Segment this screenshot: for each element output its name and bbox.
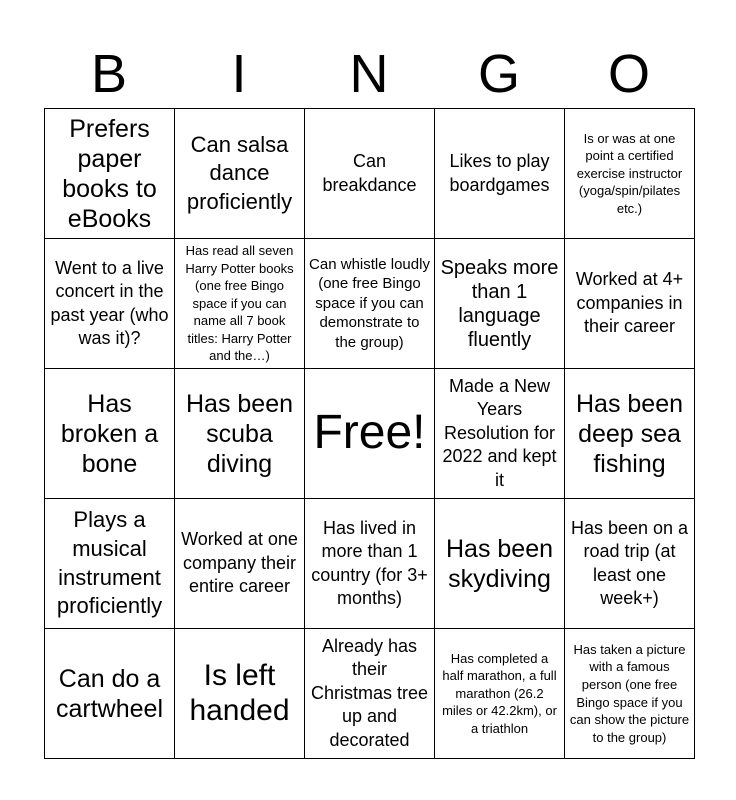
bingo-header	[44, 40, 694, 108]
bingo-cell[interactable]: Worked at 4+ companies in their career	[565, 239, 695, 369]
bingo-cell[interactable]: Already has their Christmas tree up and decorated	[305, 629, 435, 759]
bingo-cell[interactable]: Can breakdance	[305, 109, 435, 239]
bingo-cell[interactable]: Is or was at one point a certified exercise instructor (yoga/spin/pilates etc.)	[565, 109, 695, 239]
bingo-cell[interactable]: Can whistle loudly (one free Bingo space if you can demonstrate to the group)	[305, 239, 435, 369]
header-letter-n: N	[349, 44, 389, 104]
bingo-cell[interactable]: Has been on a road trip (at least one week+)	[565, 499, 695, 629]
bingo-cell[interactable]: Speaks more than 1 language fluently	[435, 239, 565, 369]
grid-row	[45, 109, 695, 239]
header-letter-b: B	[90, 44, 128, 104]
bingo-cell[interactable]: Went to a live concert in the past year (who was it)?	[45, 239, 175, 369]
header-letter-g: G	[477, 44, 520, 104]
bingo-cell[interactable]: Prefers paper books to eBooks	[45, 109, 175, 239]
bingo-cell[interactable]: Is left handed	[175, 629, 305, 759]
bingo-cell[interactable]: Has broken a bone	[45, 369, 175, 499]
free-space-cell[interactable]: Free!	[305, 369, 435, 499]
bingo-cell[interactable]: Has read all seven Harry Potter books (one free Bingo space if you can name all 7 book titles: Harry Potter and the…)	[175, 239, 305, 369]
grid-row	[45, 499, 695, 629]
grid-row	[45, 629, 695, 759]
grid-row	[45, 369, 695, 499]
bingo-cell[interactable]: Has been scuba diving	[175, 369, 305, 499]
bingo-cell[interactable]: Likes to play boardgames	[435, 109, 565, 239]
bingo-grid	[44, 108, 695, 759]
bingo-cell[interactable]: Made a New Years Resolution for 2022 and kept it	[435, 369, 565, 499]
bingo-cell[interactable]: Worked at one company their entire career	[175, 499, 305, 629]
bingo-cell[interactable]: Has been deep sea fishing	[565, 369, 695, 499]
bingo-cell[interactable]: Has been skydiving	[435, 499, 565, 629]
header-letter-i: I	[231, 44, 247, 104]
bingo-cell[interactable]: Can salsa dance proficiently	[175, 109, 305, 239]
bingo-cell[interactable]: Plays a musical instrument proficiently	[45, 499, 175, 629]
grid-row	[45, 239, 695, 369]
bingo-cell[interactable]: Has completed a half marathon, a full marathon (26.2 miles or 42.2km), or a triathlon	[435, 629, 565, 759]
bingo-cell[interactable]: Has taken a picture with a famous person (one free Bingo space if you can show the picture to the group)	[565, 629, 695, 759]
bingo-cell[interactable]: Has lived in more than 1 country (for 3+ months)	[305, 499, 435, 629]
header-letter-o: O	[607, 44, 650, 104]
bingo-cell[interactable]: Can do a cartwheel	[45, 629, 175, 759]
